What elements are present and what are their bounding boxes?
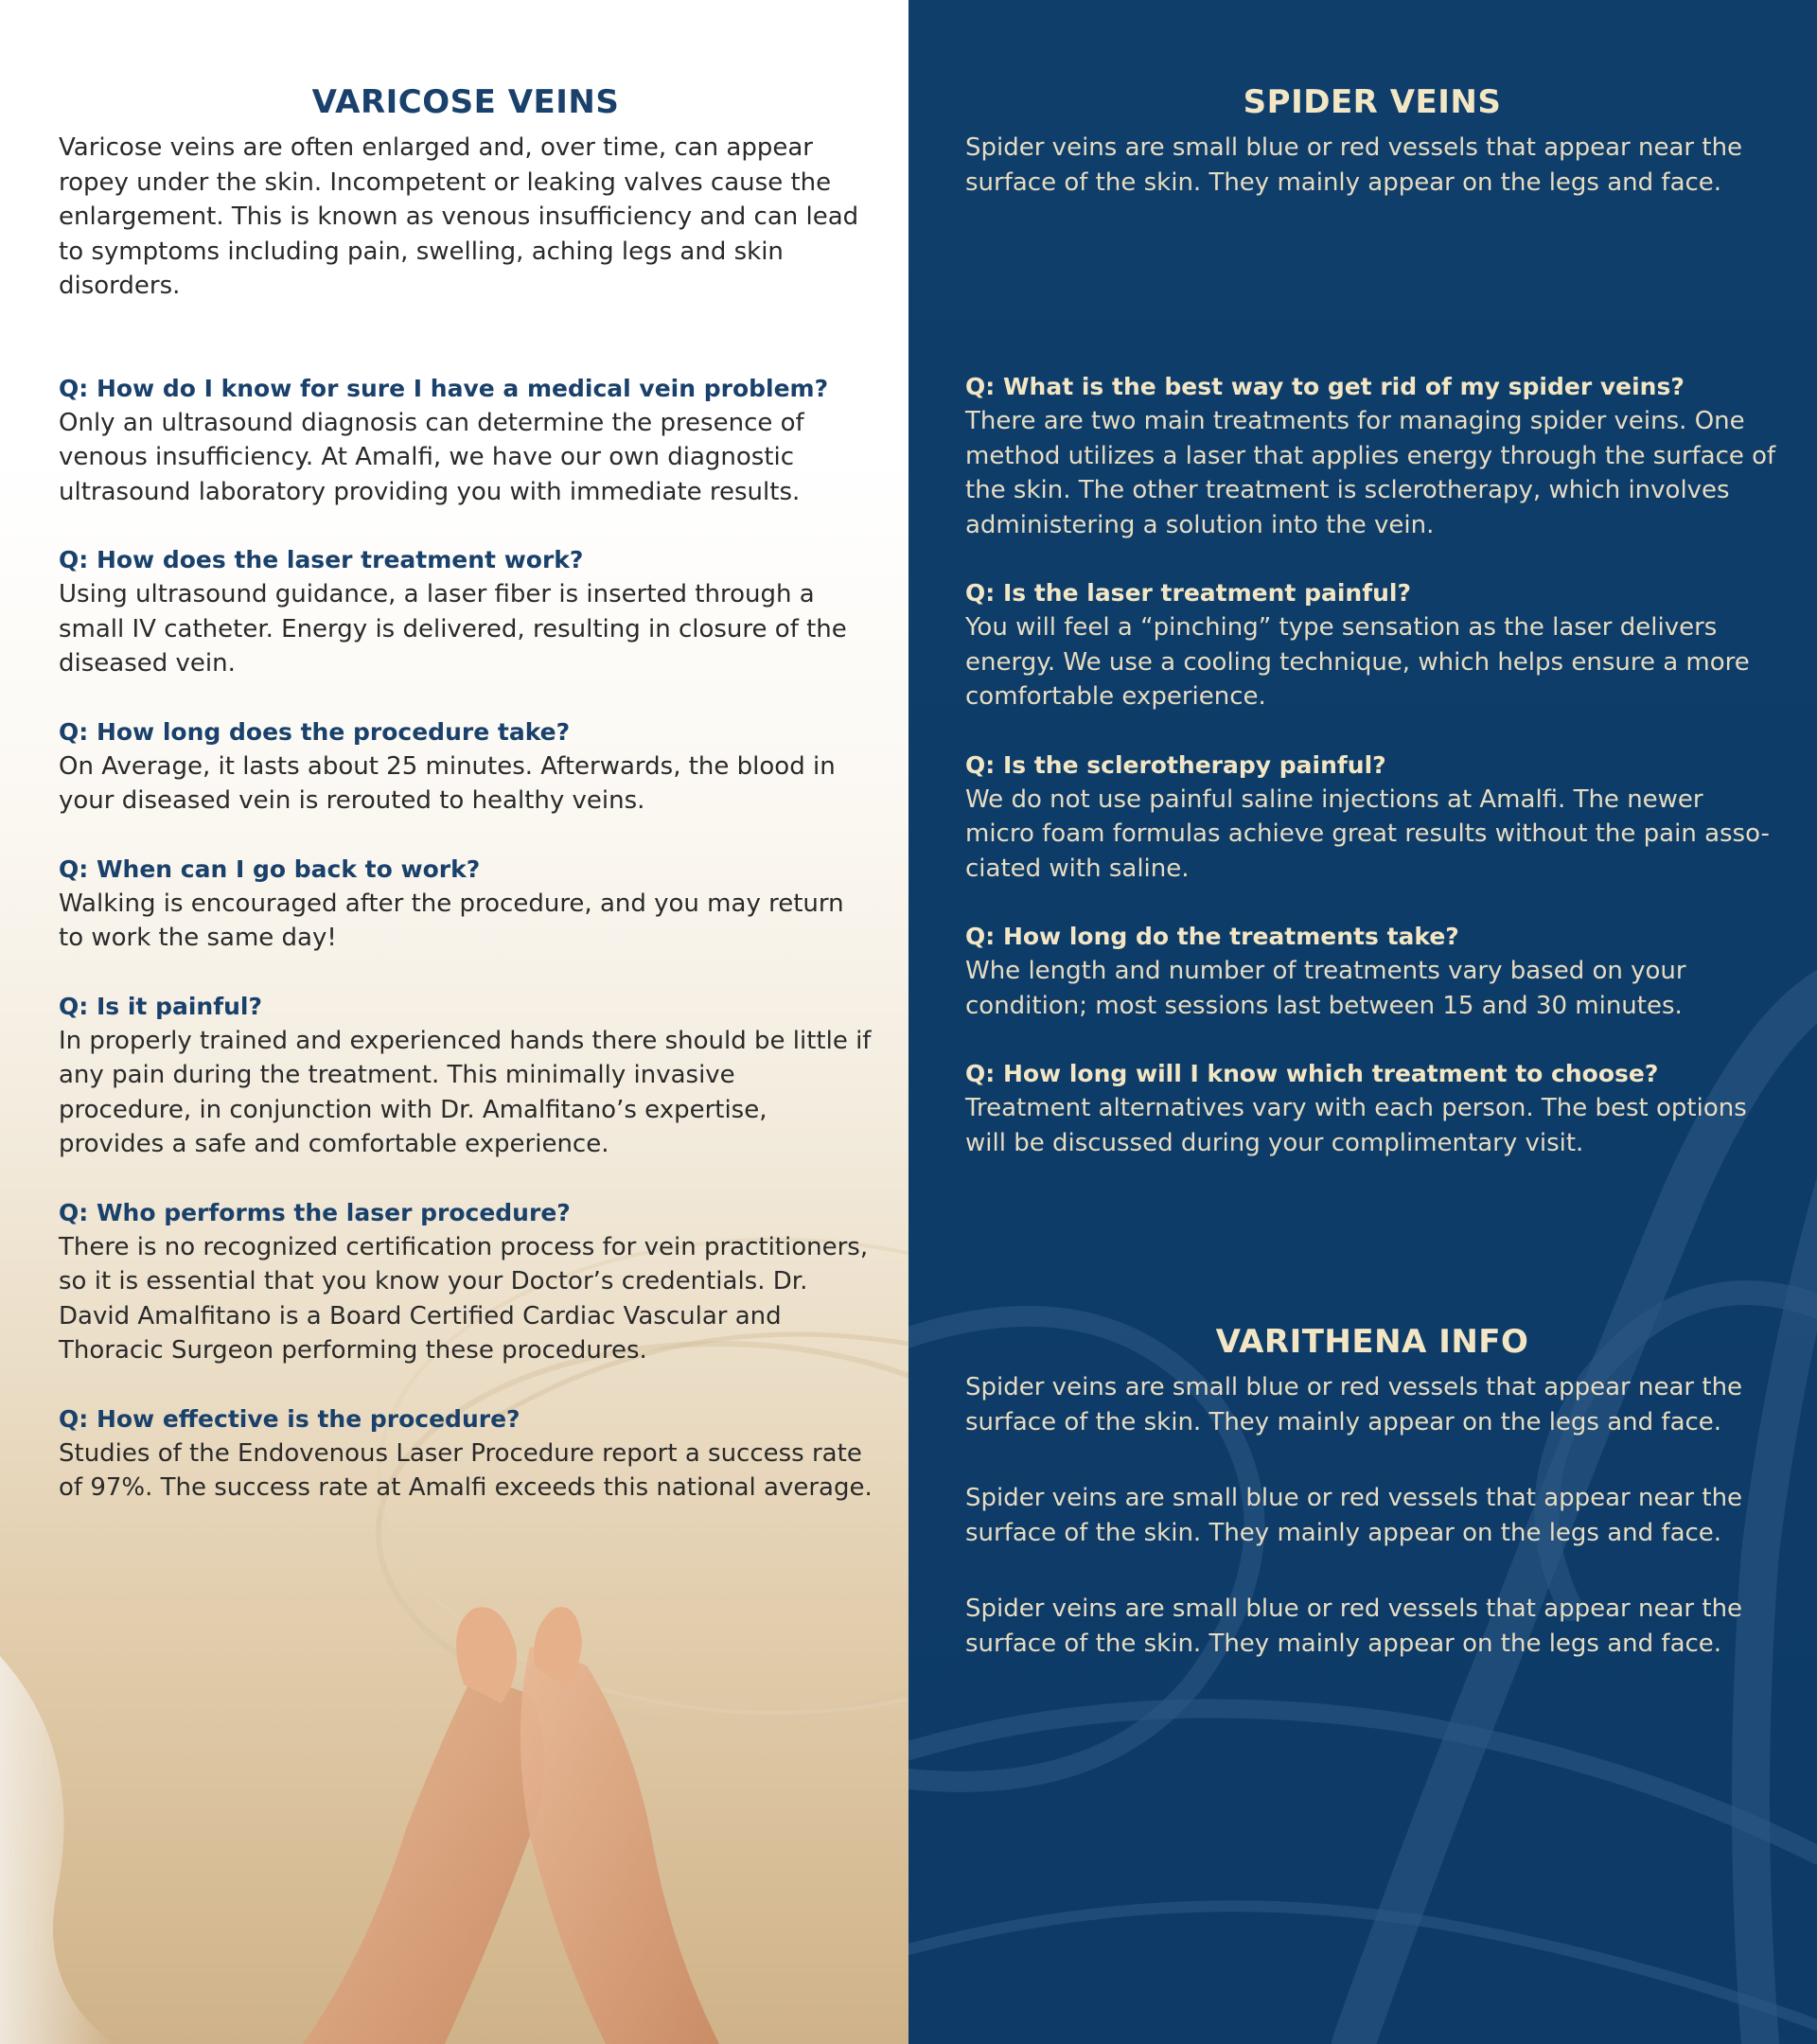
left-panel [0,0,908,2044]
faq-answer: We do not use painful saline injections at Amalfi. The newer micro foam formulas achieve great results without the pain asso-ciated with saline. [965,784,1770,883]
faq-answer: There is no recognized certification process for vein practitioners, so it is essential that you know your Doctor’s credentials. Dr. David Amalfitano is a Board Certified Cardiac Vascular and Thoracic Surgeon performing these procedures. [59,1232,869,1365]
spider-title: SPIDER VEINS [1243,83,1502,121]
faq-question: Q: When can I go back to work? [59,855,481,883]
faq-question: Q: How does the laser treatment work? [59,546,584,573]
faq-answer: Whe length and number of treatments vary based on your condition; most sessions last between 15 and 30 minutes. [965,957,1686,1020]
faq-answer: On Average, it lasts about 25 minutes. Afterwards, the blood in your diseased vein is rerouted to healthy veins. [59,751,836,815]
faq-item [59,853,873,956]
faq-answer: You will feel a “pinching” type sensation as the laser delivers energy. We use a cooling technique, which helps ensure a more comfortable experience. [965,613,1750,711]
faq-question: Q: What is the best way to get rid of my spider veins? [965,373,1685,400]
varithena-paragraph: Spider veins are small blue or red vessels that appear near the surface of the skin. They mainly appear on the legs and face. [965,1373,1743,1436]
faq-item [59,715,873,819]
varicose-intro: Varicose veins are often enlarged and, over time, can appear ropey under the skin. Incompetent or leaking valves cause the enlargement. This is known as venous insufficiency and can lead to symptoms including pain, swelling, aching legs and skin disorders. [59,133,859,300]
faq-answer: Using ultrasound guidance, a laser fiber is inserted through a small IV catheter. Energy is delivered, resulting in closure of the diseased vein. [59,580,847,678]
varithena-section [965,1323,1779,1702]
spider-intro: Spider veins are small blue or red vessels that appear near the surface of the skin. They mainly appear on the legs and face. [965,133,1743,197]
faq-item [965,749,1779,887]
faq-question: Q: Is the sclerotherapy painful? [965,750,1386,779]
faq-answer: Studies of the Endovenous Laser Procedure report a success rate of 97%. The success rate at Amalfi exceeds this national average. [59,1438,873,1502]
faq-item [59,1196,873,1368]
faq-question: Q: Is the laser treatment painful? [965,579,1411,607]
faq-question: Q: How do I know for sure I have a medical vein problem? [59,374,829,402]
faq-item [59,1402,873,1506]
varicose-section [59,83,873,1506]
varithena-paragraph: Spider veins are small blue or red vessels that appear near the surface of the skin. They mainly appear on the legs and face. [965,1484,1743,1547]
faq-item [965,1057,1779,1160]
faq-question: Q: Is it painful? [59,992,262,1020]
faq-answer: Walking is encouraged after the procedure, and you may return to work the same day! [59,889,844,952]
faq-question: Q: How long will I know which treatment to choose? [965,1060,1659,1087]
faq-item [59,543,873,681]
faq-item [965,920,1779,1023]
faq-answer: In properly trained and experienced hands there should be little if any pain during the treatment. This minimally invasive procedure, in conjunction with Dr. Amalfitano’s expertise, provides a safe and comfortable experience. [59,1026,872,1158]
faq-question: Q: How long do the treatments take? [965,923,1459,950]
faq-item [965,370,1779,542]
faq-item [965,576,1779,714]
faq-item [59,990,873,1162]
faq-answer: There are two main treatments for managing spider veins. One method utilizes a laser that applies energy through the surface of the skin. The other treatment is sclerotherapy, which involves administering a solution into the vein. [965,407,1776,539]
faq-item [59,372,873,510]
varithena-title: VARITHENA INFO [1215,1323,1529,1361]
varicose-title: VARICOSE VEINS [311,83,620,121]
faq-question: Q: Who performs the laser procedure? [59,1198,571,1226]
varithena-paragraph: Spider veins are small blue or red vessels that appear near the surface of the skin. They mainly appear on the legs and face. [965,1595,1743,1658]
faq-question: Q: How effective is the procedure? [59,1404,520,1433]
faq-answer: Treatment alternatives vary with each person. The best options will be discussed during your complimentary visit. [965,1094,1747,1157]
spider-section [965,83,1779,1160]
faq-answer: Only an ultrasound diagnosis can determine the presence of venous insufficiency. At Amalfi, we have our own diagnostic ultrasound laboratory providing you with immediate results. [59,408,804,506]
faq-question: Q: How long does the procedure take? [59,717,571,746]
